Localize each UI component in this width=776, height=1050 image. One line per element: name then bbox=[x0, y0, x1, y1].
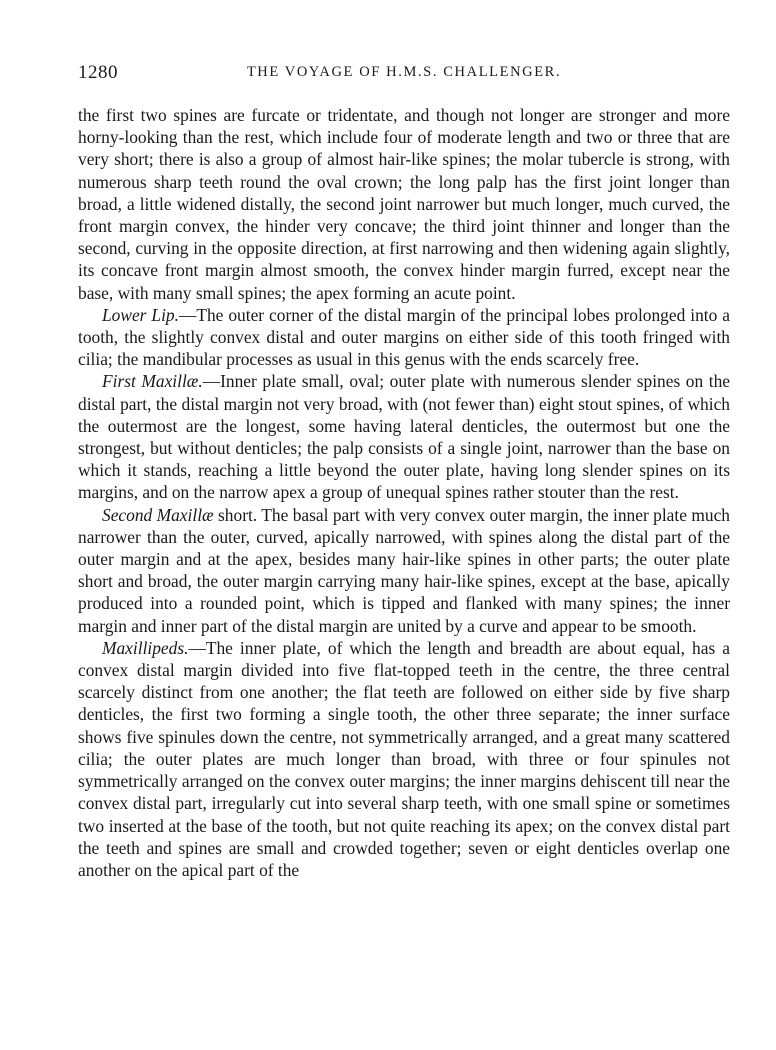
paragraph-first-maxillae bbox=[78, 370, 730, 503]
paragraph-text: short. The basal part with very convex outer margin, the inner plate much narrower than the outer, curved, apically narrowed, with spines along the distal part of the outer margin and at the apex, besides many hair-like spines in other parts; the outer plate short and broad, the outer margin carrying many hair-like spines, except at the base, apically produced into a rounded point, which is tipped and flanked with many spines; the inner margin and inner part of the distal margin are united by a curve and appear to be smooth. bbox=[78, 504, 730, 636]
section-heading: Lower Lip. bbox=[102, 304, 179, 325]
paragraph-second-maxillae bbox=[78, 504, 730, 637]
paragraph-lower-lip bbox=[78, 304, 730, 371]
section-heading: Maxillipeds. bbox=[102, 637, 189, 658]
paragraph-text: —The outer corner of the distal margin of the principal lobes prolonged into a tooth, the slightly convex distal and outer margins on either side of this tooth fringed with cilia; the mandibular processes as usual in this genus with the ends scarcely free. bbox=[78, 304, 730, 370]
section-heading: Second Maxillæ bbox=[102, 504, 214, 525]
page-header bbox=[78, 62, 730, 86]
section-heading: First Maxillæ. bbox=[102, 371, 203, 392]
paragraph-maxillipeds bbox=[78, 637, 730, 881]
body-text bbox=[78, 104, 730, 881]
page-number: 1280 bbox=[78, 62, 118, 83]
paragraph-mandible-continued bbox=[78, 104, 730, 304]
paragraph-text: —The inner plate, of which the length and breadth are about equal, has a convex distal margin divided into five flat-topped teeth in the centre, the three central scarcely distinct from one another; the flat teeth are followed on either side by five sharp denticles, the first two forming a single tooth, the other three separate; the inner surface shows five spinules down the centre, not symmetrically arranged, and a great many scattered cilia; the outer plates are much longer than broad, with three or four spinules not symmetrically arranged on the convex outer margins; the inner margins dehiscent till near the convex distal part, irregularly cut into several sharp teeth, with one small spine or sometimes two inserted at the base of the tooth, but not quite reaching its apex; on the convex distal part the teeth and spines are small and crowded together; seven or eight denticles overlap one another on the apical part of the bbox=[78, 637, 730, 880]
paragraph-text: the first two spines are furcate or tridentate, and though not longer are stronger and more horny-looking than the rest, which include four of moderate length and two or three that are very short; there is also a group of almost hair-like spines; the molar tubercle is strong, with numerous sharp teeth round the oval crown; the long palp has the first joint longer than broad, a little widened distally, the second joint narrower but much longer, much curved, the front margin convex, the hinder very concave; the third joint thinner and longer than the second, curving in the opposite direction, at first narrowing and then widening again slightly, its concave front margin almost smooth, the convex hinder margin furred, except near the base, with many small spines; the apex forming an acute point. bbox=[78, 105, 730, 303]
paragraph-text: —Inner plate small, oval; outer plate with numerous slender spines on the distal part, the distal margin not very broad, with (not fewer than) eight stout spines, of which the outermost are the longest, some having lateral denticles, the outermost but one the strongest, but without denticles; the palp consists of a single joint, narrower than the base on which it stands, reaching a little beyond the outer plate, having long slender spines on its margins, and on the narrow apex a group of unequal spines rather stouter than the rest. bbox=[78, 371, 730, 503]
running-title: THE VOYAGE OF H.M.S. CHALLENGER. bbox=[246, 64, 562, 80]
